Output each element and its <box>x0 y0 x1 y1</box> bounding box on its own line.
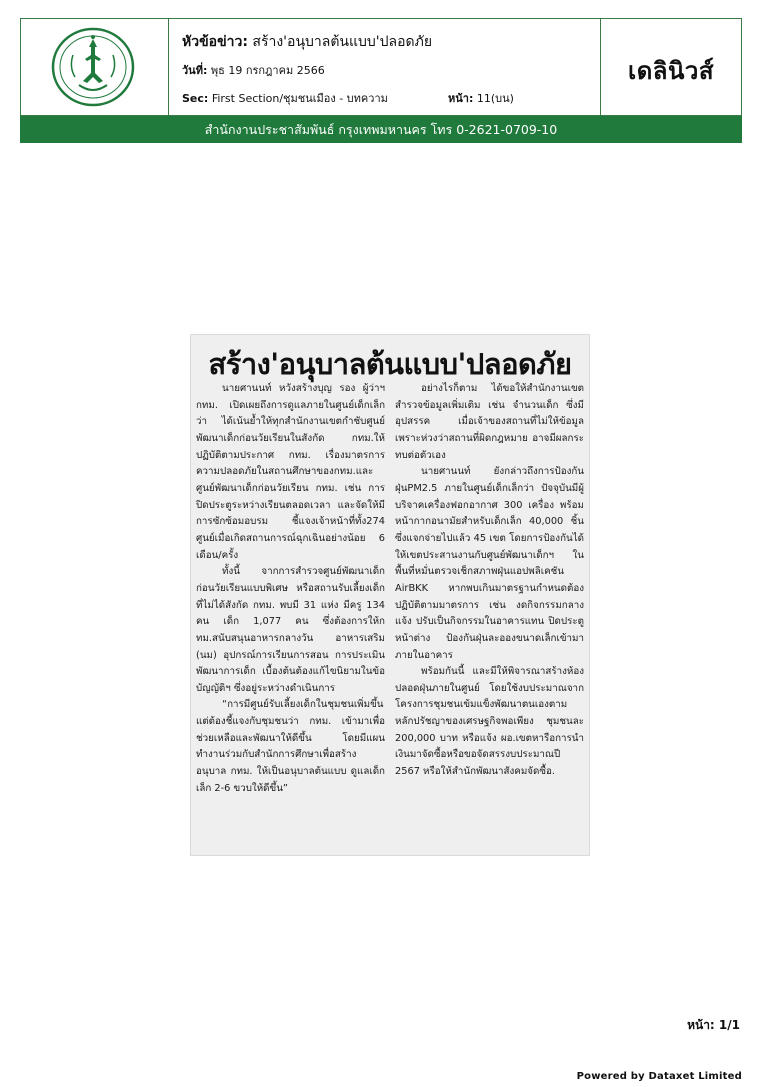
header-box <box>20 18 742 116</box>
logo-cell <box>21 19 169 115</box>
date-row <box>182 61 325 79</box>
powered-by: Powered by Dataxet Limited <box>576 1071 742 1082</box>
article-paragraph: “การมีศูนย์รับเลี้ยงเด็กในชุมชนเพิ่มขึ้น แต่ต้องชี้แจงกับชุมชนว่า กทม. เข้ามาเพื่อช่วยเหลือและพัฒนาให้ดีขึ้น โดยมีแผนทำงานร่วมกับสำนักการศึกษาเพื่อสร้างอนุบาล กทม. ให้เป็นอนุบาลต้นแบบ ดูแลเด็กเล็ก 2-6 ขวบให้ดีขึ้น” <box>196 699 385 794</box>
headline-row <box>182 31 432 53</box>
right-column <box>395 381 584 781</box>
page-label: หน้า: <box>448 92 474 105</box>
date-value: พุธ 19 กรกฎาคม 2566 <box>210 64 325 77</box>
news-clipping <box>190 334 590 856</box>
article-paragraph: อย่างไรก็ตาม ได้ขอให้สำนักงานเขตสำรวจข้อมูลเพิ่มเติม เช่น จำนวนเด็ก ซึ่งมีอุปสรรค เมื่อเจ้าของสถานที่ไม่ให้ข้อมูลเพราะห่วงว่าสถานที่ผิดกฎหมาย อาจมีผลกระทบต่อตัวเอง <box>395 383 584 461</box>
article-paragraph: นายศานนท์ หวังสร้างบุญ รอง ผู้ว่าฯ กทม. เปิดเผยถึงการดูแลภายในศูนย์เด็กเล็กว่า ได้เน้นย้ำให้ทุกสำนักงานเขตกำชับศูนย์พัฒนาเด็กก่อนวัยเรียนในสังกัด กทม.ให้ปฏิบัติตามประกาศ กทม. เรื่องมาตรการความปลอดภัยในสถานศึกษาของกทม.และศูนย์พัฒนาเด็กก่อนวัยเรียน กทม. เช่น การปิดประตูระหว่างเรียนตลอดเวลา และจัดให้มีการซักซ้อมอบรม ชี้แจงเจ้าหน้าที่ทั้ง274 ศูนย์เมื่อเกิดสถานการณ์ฉุกเฉินอย่างน้อย 6 เดือน/ครั้ง <box>196 383 385 561</box>
brand-cell <box>601 19 743 115</box>
section-value: First Section/ชุมชนเมือง - บทความ <box>211 92 388 105</box>
info-cell <box>168 19 601 115</box>
contact-bar: สำนักงานประชาสัมพันธ์ กรุงเทพมหานคร โทร 0-2621-0709-10 <box>20 116 742 143</box>
headline-label: หัวข้อข่าว: <box>182 34 248 50</box>
article-paragraph: นายศานนท์ ยังกล่าวถึงการป้องกันฝุ่นPM2.5 ภายในศูนย์เด็กเล็กว่า ปัจจุบันมีผู้บริจาคเครื่องฟอกอากาศ 300 เครื่อง พร้อมหน้ากากอนามัยสำหรับเด็กเล็ก 40,000 ชิ้น ซึ่งแจกจ่ายไปแล้ว 45 เขต โดยการป้องกันได้ให้เขตประสานงานกับศูนย์พัฒนาเด็กฯ ในพื้นที่หมั่นตรวจเช็กสภาพฝุ่นแอปพลิเคชัน AirBKK หากพบเกินมาตรฐานกำหนดต้องปฏิบัติตามมาตรการ เช่น งดกิจกรรมกลางแจ้ง ปรับเป็นกิจกรรมในอาคารแทน ปิดประตูหน้าต่าง ป้องกันฝุ่นละอองขนาดเล็กเข้ามาภายในอาคาร <box>395 466 584 661</box>
date-label: วันที่: <box>182 64 208 77</box>
clipping-headline: สร้าง'อนุบาลต้นแบบ'ปลอดภัย <box>208 347 572 381</box>
page-row <box>448 89 514 107</box>
section-label: Sec: <box>182 92 209 105</box>
article-paragraph: ทั้งนี้ จากการสำรวจศูนย์พัฒนาเด็กก่อนวัยเรียนแบบพิเศษ หรือสถานรับเลี้ยงเด็กที่ไม่ได้สังกัด กทม. พบมี 31 แห่ง มีครู 134 คน เด็ก 1,077 คน ซึ่งต้องการให้กทม.สนับสนุนอาหารกลางวัน อาหารเสริม (นม) อุปกรณ์การเรียนการสอน การประเมินพัฒนาการเด็ก เบื้องต้นต้องแก้ไขนิยามในข้อบัญญัติฯ ซึ่งอยู่ระหว่างดำเนินการ <box>196 566 385 694</box>
page-value: 11(บน) <box>476 92 514 105</box>
article-paragraph: พร้อมกันนี้ และมีให้พิจารณาสร้างห้องปลอดฝุ่นภายในศูนย์ โดยใช้งบประมาณจากโครงการชุมชนเข้มแข็งพัฒนาตนเองตามหลักปรัชญาของเศรษฐกิจพอเพียง ชุมชนละ 200,000 บาท หรือแจ้ง ผอ.เขตหารือการนำเงินมาจัดซื้อหรือขอจัดสรรงบประมาณปี 2567 หรือให้สำนักพัฒนาสังคมจัดซื้อ. <box>395 666 584 778</box>
headline-value: สร้าง'อนุบาลต้นแบบ'ปลอดภัย <box>252 34 433 50</box>
page-indicator: หน้า: 1/1 <box>687 1018 740 1032</box>
bangkok-seal-icon <box>49 25 137 109</box>
newspaper-brand: เดลินิวส์ <box>627 57 715 85</box>
section-row <box>182 89 388 107</box>
left-column <box>196 381 385 797</box>
